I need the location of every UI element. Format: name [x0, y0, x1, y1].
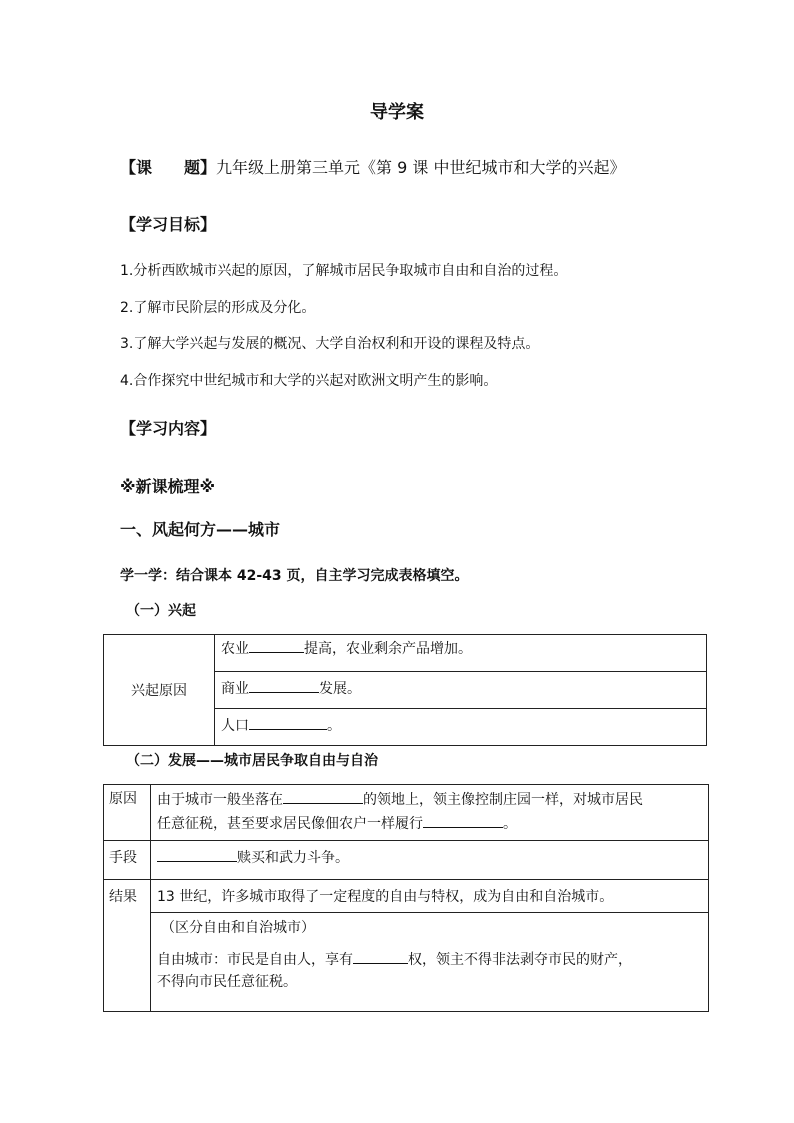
new-lesson-heading: ※新课梳理※ [120, 477, 216, 496]
fill-blank[interactable] [249, 715, 327, 730]
distinguish-note: （区分自由和自治城市） [161, 920, 315, 936]
result-label: 结果 [104, 880, 151, 1012]
rise-table [103, 634, 707, 746]
page-title: 导学案 [370, 102, 424, 123]
fill-blank[interactable] [249, 638, 304, 653]
topic-value: 九年级上册第三单元《第 9 课 中世纪城市和大学的兴起》 [216, 158, 626, 177]
fill-blank[interactable] [423, 813, 503, 828]
result-detail: （区分自由和自治城市） 自由城市：市民是自由人，享有 权，领主不得非法剥夺市民的财产， 不得向市民任意征税。 [151, 913, 708, 993]
rise-table-row-commerce: 商业 发展。 [215, 672, 707, 709]
fill-blank[interactable] [353, 949, 408, 964]
result-text: 13 世纪，许多城市取得了一定程度的自由与特权，成为自由和自治城市。 [151, 880, 708, 913]
topic-line [120, 155, 625, 178]
sub-heading-development: （二）发展——城市居民争取自由与自治 [126, 753, 378, 769]
objective-item-1: 1.分析西欧城市兴起的原因，了解城市居民争取城市自由和自治的过程。 [120, 263, 568, 279]
fill-blank[interactable] [157, 847, 237, 862]
result-cell [151, 880, 709, 1012]
fill-blank[interactable] [283, 789, 363, 804]
objective-item-4: 4.合作探究中世纪城市和大学的兴起对欧洲文明产生的影响。 [120, 373, 498, 389]
fill-blank[interactable] [249, 678, 319, 693]
section-1-heading: 一、风起何方——城市 [120, 520, 281, 539]
means-label: 手段 [104, 841, 151, 880]
free-city-line2: 不得向市民任意征税。 [157, 974, 297, 990]
development-table [103, 784, 709, 1012]
objective-item-3: 3.了解大学兴起与发展的概况、大学自治权利和开设的课程及特点。 [120, 336, 540, 352]
rise-table-row-header: 兴起原因 [104, 635, 215, 746]
means-cell: 赎买和武力斗争。 [151, 841, 709, 880]
content-heading: 【学习内容】 [120, 419, 217, 438]
objectives-heading: 【学习目标】 [120, 215, 217, 234]
rise-table-row-population: 人口 。 [215, 709, 707, 746]
rise-table-row-agriculture: 农业 提高，农业剩余产品增加。 [215, 635, 707, 672]
objective-item-2: 2.了解市民阶层的形成及分化。 [120, 300, 316, 316]
topic-label: 【课 题】 [120, 158, 217, 177]
study-prompt: 学一学：结合课本 42-43 页，自主学习完成表格填空。 [120, 568, 469, 584]
sub-heading-rise: （一）兴起 [126, 603, 196, 619]
reason-cell: 由于城市一般坐落在 的领地上，领主像控制庄园一样，对城市居民 任意征税，甚至要求居民像佃农户一样履行 。 [151, 785, 709, 841]
reason-label: 原因 [104, 785, 151, 841]
